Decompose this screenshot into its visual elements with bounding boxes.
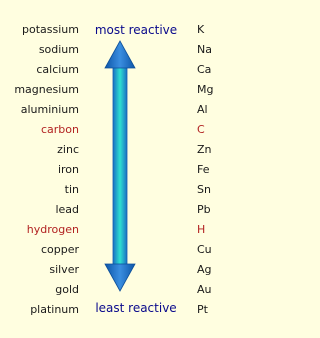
element-symbol: Cu [197, 243, 212, 256]
element-name: silver [49, 263, 79, 276]
element-symbol: Pt [197, 303, 208, 316]
element-name: sodium [38, 43, 79, 56]
element-name: tin [64, 183, 79, 196]
element-name: magnesium [14, 83, 79, 96]
element-symbol: Fe [197, 163, 210, 176]
element-symbol: K [197, 23, 205, 36]
element-symbol: Mg [197, 83, 214, 96]
element-name: zinc [57, 143, 79, 156]
element-name: lead [55, 203, 79, 216]
element-name: carbon [41, 123, 79, 136]
most-reactive-label: most reactive [94, 23, 178, 37]
arrow-shaft [113, 66, 127, 266]
element-symbol: Sn [197, 183, 211, 196]
element-name: hydrogen [26, 223, 79, 236]
element-symbol: H [197, 223, 206, 236]
element-symbol: Na [197, 43, 212, 56]
element-symbol: Al [197, 103, 208, 116]
element-symbol: Ca [197, 63, 212, 76]
double-arrow-icon [104, 40, 136, 292]
element-symbol: Ag [197, 263, 212, 276]
element-symbol: Au [197, 283, 212, 296]
least-reactive-label: least reactive [95, 301, 177, 315]
element-name: calcium [36, 63, 79, 76]
element-symbol: Pb [197, 203, 211, 216]
element-name: platinum [30, 303, 79, 316]
element-name: copper [40, 243, 79, 256]
element-name: iron [57, 163, 79, 176]
element-name: aluminium [20, 103, 79, 116]
element-symbol: Zn [197, 143, 212, 156]
element-symbol: C [197, 123, 205, 136]
arrow-head-up [105, 41, 135, 68]
arrow-head-down [105, 264, 135, 291]
element-name: gold [55, 283, 79, 296]
element-name: potassium [22, 23, 79, 36]
